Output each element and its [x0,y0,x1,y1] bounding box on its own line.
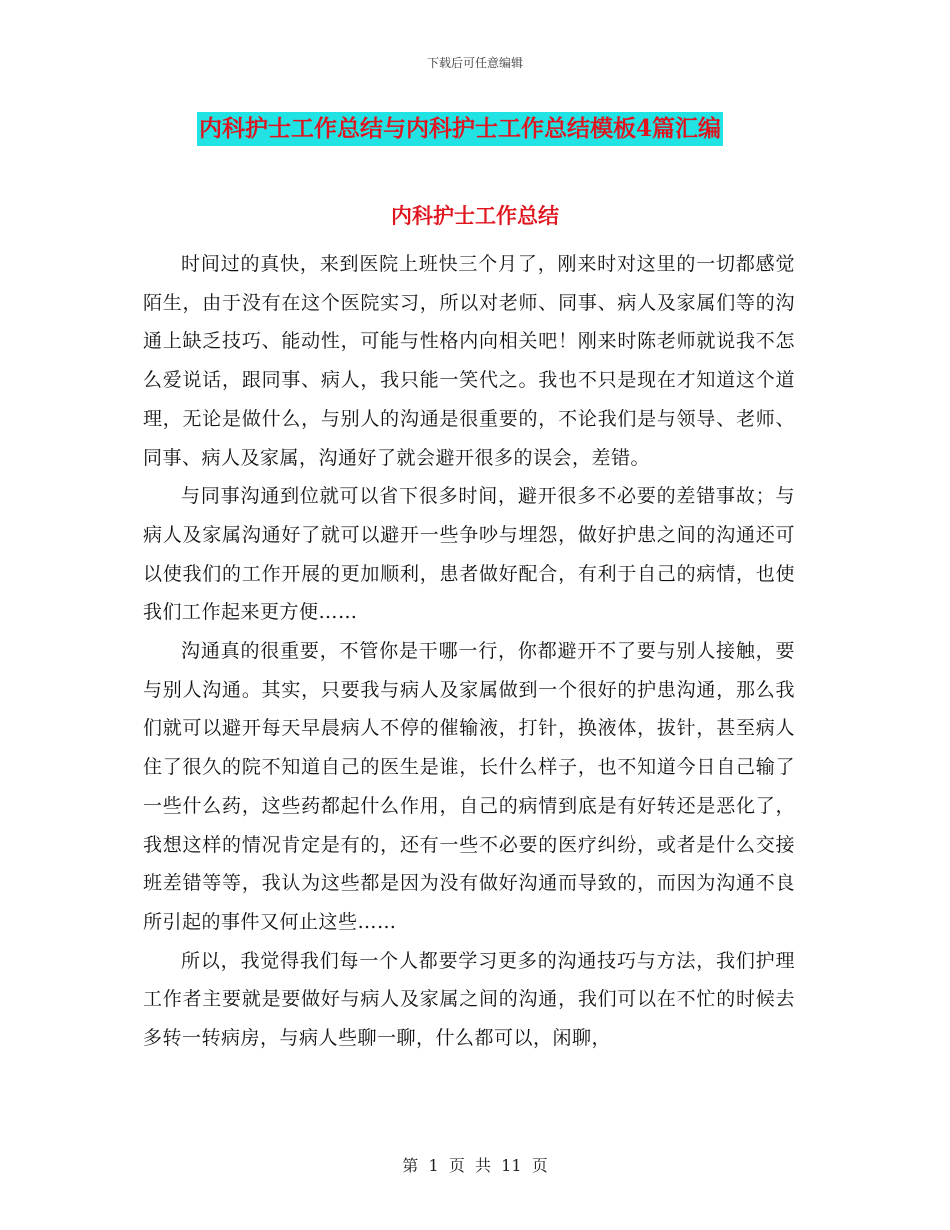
document-title: 内科护士工作总结与内科护士工作总结模板4篇汇编 [197,112,723,146]
page-footer: 第 1 页 共 11 页 [402,1156,548,1175]
page-header: 下载后可任意编辑 [426,56,523,70]
paragraph-4: 所以，我觉得我们每一个人都要学习更多的沟通技巧与方法，我们护理工作者主要就是要做好与病人及家属之间的沟通，我们可以在不忙的时候去多转一转病房，与病人些聊一聊，什么都可以，闲聊， [143,949,795,1050]
body-text [143,245,795,1058]
paragraph-2: 与同事沟通到位就可以省下很多时间，避开很多不必要的差错事故；与病人及家属沟通好了就可以避开一些争吵与埋怨，做好护患之间的沟通还可以使我们的工作开展的更加顺利，患者做好配合，有利于自己的病情，也使我们工作起来更方便…… [143,485,795,624]
section-title: 内科护士工作总结 [391,203,559,228]
paragraph-1: 时间过的真快，来到医院上班快三个月了，刚来时对这里的一切都感觉陌生，由于没有在这个医院实习，所以对老师、同事、病人及家属们等的沟通上缺乏技巧、能动性，可能与性格内向相关吧！刚来时陈老师就说我不怎么爱说话，跟同事、病人，我只能一笑代之。我也不只是现在才知道这个道理，无论是做什么，与别人的沟通是很重要的，不论我们是与领导、老师、同事、病人及家属，沟通好了就会避开很多的误会，差错。 [143,253,795,469]
paragraph-3: 沟通真的很重要，不管你是干哪一行，你都避开不了要与别人接触，要与别人沟通。其实，只要我与病人及家属做到一个很好的护患沟通，那么我们就可以避开每天早晨病人不停的催输液，打针，换液体，拔针，甚至病人住了很久的院不知道自己的医生是谁，长什么样子，也不知道今日自己输了一些什么药，这些药都起什么作用，自己的病情到底是有好转还是恶化了，我想这样的情况肯定是有的，还有一些不必要的医疗纠纷，或者是什么交接班差错等等，我认为这些都是因为没有做好沟通而导致的，而因为沟通不良所引起的事件又何止这些…… [143,640,795,933]
